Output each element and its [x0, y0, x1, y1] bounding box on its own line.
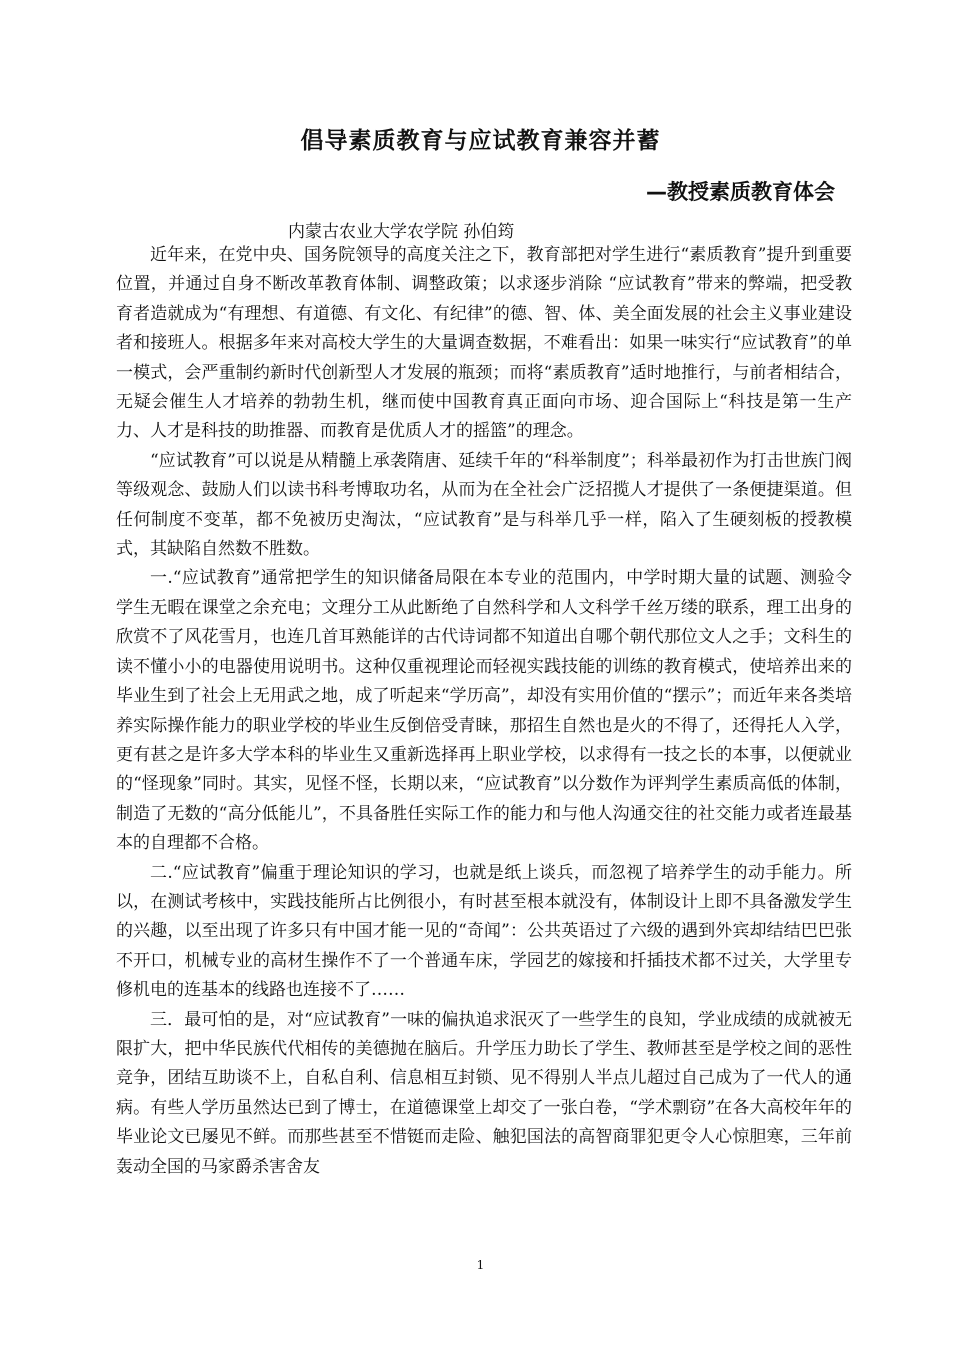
author-line: 内蒙古农业大学农学院 孙伯筠 [288, 222, 515, 242]
paragraph: 一.“应试教育”通常把学生的知识储备局限在本专业的范围内，中学时期大量的试题、测验令学生无暇在课堂之余充电；文理分工从此断绝了自然科学和人文科学千丝万缕的联系，理工出身的欣赏不了风花雪月，也连几首耳熟能详的古代诗词都不知道出自哪个朝代那位文人之手；文科生的读不懂小小的电器使用说明书。这种仅重视理论而轻视实践技能的训练的教育模式，使培养出来的毕业生到了社会上无用武之地，成了听起来“学历高”，却没有实用价值的“摆示”；而近年来各类培养实际操作能力的职业学校的毕业生反倒倍受青睐，那招生自然也是火的不得了，还得托人入学，更有甚之是许多大学本科的毕业生又重新选择再上职业学校，以求得有一技之长的本事，以便就业的“怪现象”同时。其实，见怪不怪，长期以来，“应试教育”以分数作为评判学生素质高低的体制，制造了无数的“高分低能儿”，不具备胜任实际工作的能力和与他人沟通交往的社交能力或者连最基本的自理都不合格。 [116, 568, 852, 854]
document-subtitle: —教授素质教育体会 [646, 180, 835, 204]
paragraph: 三．最可怕的是，对“应试教育”一味的偏执追求泯灭了一些学生的良知，学业成绩的成就被无限扩大，把中华民族代代相传的美德抛在脑后。升学压力助长了学生、教师甚至是学校之间的恶性竞争，团结互助谈不上，自私自利、信息相互封锁、见不得别人半点儿超过自己成为了一代人的通病。有些人学历虽然达已到了博士，在道德课堂上却交了一张白卷，“学术剽窃”在各大高校年年的毕业论文已屡见不鲜。而那些甚至不惜铤而走险、触犯国法的高智商罪犯更令人心惊胆寒，三年前轰动全国的马家爵杀害舍友 [116, 1009, 852, 1177]
paragraph: 二.“应试教育”偏重于理论知识的学习，也就是纸上谈兵，而忽视了培养学生的动手能力。所以，在测试考核中，实践技能所占比例很小，有时甚至根本就没有，体制设计上即不具备激发学生的兴趣，以至出现了许多只有中国才能一见的“奇闻”：公共英语过了六级的遇到外宾却结结巴巴张不开口，机械专业的高材生操作不了一个普通车床，学园艺的嫁接和扦插技术都不过关，大学里专修机电的连基本的线路也连接不了…… [116, 862, 852, 1001]
paragraph: 近年来，在党中央、国务院领导的高度关注之下，教育部把对学生进行“素质教育”提升到重要位置，并通过自身不断改革教育体制、调整政策；以求逐步消除 “应试教育”带来的弊端，把受教育者造就成为“有理想、有道德、有文化、有纪律”的德、智、体、美全面发展的社会主义事业建设者和接班人。根据多年来对高校大学生的大量调查数据，不难看出：如果一味实行“应试教育”的单一模式，会严重制约新时代创新型人才发展的瓶颈；而将“素质教育”适时地推行，与前者相结合，无疑会催生人才培养的勃勃生机，继而使中国教育真正面向市场、迎合国际上“科技是第一生产力、人才是科技的助推器、而教育是优质人才的摇篮”的理念。 [116, 245, 852, 442]
page-number: 1 [476, 1258, 485, 1272]
document-title: 倡导素质教育与应试教育兼容并蓄 [300, 128, 661, 154]
paragraph: “应试教育”可以说是从精髓上承袭隋唐、延续千年的“科举制度”；科举最初作为打击世族门阀等级观念、鼓励人们以读书科考博取功名，从而为在全社会广泛招揽人才提供了一条便捷渠道。但任何制度不变革，都不免被历史淘汰，“应试教育”是与科举几乎一样，陷入了生硬刻板的授教模式，其缺陷自然数不胜数。 [116, 450, 852, 560]
document-body [116, 241, 852, 1182]
